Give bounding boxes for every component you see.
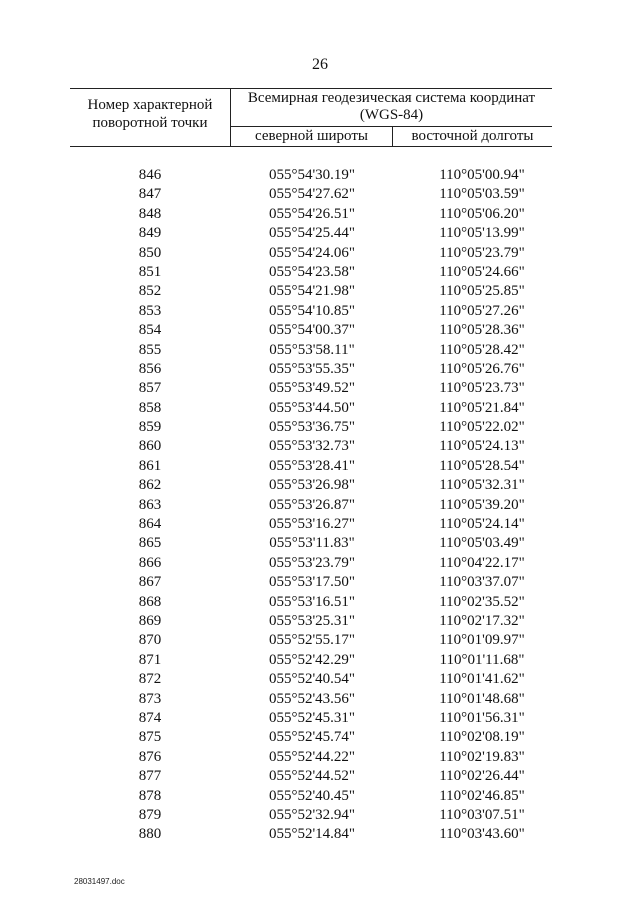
cell-latitude: 055°52'40.45" [268,787,356,804]
cell-latitude: 055°52'40.54" [268,671,356,688]
cell-point-number: 854 [138,322,162,339]
cell-longitude: 110°05'26.76" [439,360,525,377]
cell-latitude: 055°54'24.06" [268,244,356,261]
cell-latitude: 055°52'44.52" [268,768,356,785]
cell-latitude: 055°54'25.44" [268,225,356,242]
cell-point-number: 858 [138,399,162,416]
cell-point-number: 865 [138,535,162,552]
cell-latitude: 055°52'14.84" [268,826,356,843]
cell-latitude: 055°54'00.37" [268,322,356,339]
cell-longitude: 110°01'09.97" [439,632,525,649]
cell-longitude: 110°05'24.13" [439,438,525,455]
cell-latitude: 055°53'36.75" [268,419,356,436]
cell-point-number: 875 [138,729,162,746]
table-row [0,224,640,243]
cell-point-number: 877 [138,768,162,785]
cell-longitude: 110°05'03.59" [439,186,525,203]
table-row [0,651,640,670]
table-row [0,437,640,456]
cell-longitude: 110°01'48.68" [439,690,525,707]
cell-latitude: 055°54'27.62" [268,186,356,203]
cell-latitude: 055°53'16.27" [268,516,356,533]
table-row [0,690,640,709]
table-row [0,302,640,321]
cell-point-number: 868 [138,593,162,610]
table-row [0,282,640,301]
table-row [0,534,640,553]
cell-latitude: 055°53'49.52" [268,380,356,397]
cell-longitude: 110°05'39.20" [439,496,525,513]
table-row [0,418,640,437]
cell-longitude: 110°05'22.02" [439,419,525,436]
cell-point-number: 861 [138,457,162,474]
table-row [0,263,640,282]
table-row [0,670,640,689]
column-header-point-number: Номер характерной поворотной точки [87,97,213,131]
cell-point-number: 864 [138,516,162,533]
cell-latitude: 055°52'45.31" [268,709,356,726]
cell-point-number: 851 [138,263,162,280]
cell-point-number: 860 [138,438,162,455]
cell-point-number: 853 [138,302,162,319]
table-row [0,709,640,728]
cell-longitude: 110°02'19.83" [439,748,525,765]
cell-latitude: 055°52'55.17" [268,632,356,649]
cell-longitude: 110°05'03.49" [439,535,525,552]
header-top-rule [70,88,552,89]
cell-point-number: 859 [138,419,162,436]
cell-longitude: 110°03'07.51" [439,806,525,823]
cell-point-number: 876 [138,748,162,765]
cell-point-number: 871 [138,651,162,668]
cell-latitude: 055°52'32.94" [268,806,356,823]
coordinate-table-body [0,166,640,845]
cell-longitude: 110°02'26.44" [439,768,525,785]
column-header-longitude: восточной долготы [411,128,534,144]
cell-latitude: 055°53'32.73" [268,438,356,455]
cell-latitude: 055°53'55.35" [268,360,356,377]
cell-latitude: 055°52'44.22" [268,748,356,765]
table-row [0,457,640,476]
cell-longitude: 110°02'08.19" [439,729,525,746]
cell-point-number: 852 [138,283,162,300]
cell-latitude: 055°53'28.41" [268,457,356,474]
cell-latitude: 055°53'58.11" [269,341,355,358]
cell-latitude: 055°53'17.50" [268,574,356,591]
cell-point-number: 879 [138,806,162,823]
table-row [0,554,640,573]
cell-point-number: 855 [138,341,162,358]
table-row [0,612,640,631]
cell-point-number: 869 [138,612,162,629]
cell-latitude: 055°53'11.83" [269,535,355,552]
table-row [0,244,640,263]
cell-longitude: 110°05'27.26" [439,302,525,319]
table-row [0,360,640,379]
column-header-latitude: северной широты [255,128,368,144]
cell-longitude: 110°05'24.14" [439,516,525,533]
table-row [0,496,640,515]
cell-latitude: 055°54'30.19" [268,167,356,183]
table-row [0,341,640,360]
cell-latitude: 055°54'10.85" [268,302,356,319]
table-row [0,379,640,398]
cell-longitude: 110°05'00.94" [439,167,525,183]
cell-point-number: 848 [138,205,162,222]
table-row [0,787,640,806]
table-row [0,767,640,786]
cell-point-number: 857 [138,380,162,397]
page-number: 26 [312,56,328,73]
cell-longitude: 110°03'37.07" [439,574,525,591]
cell-point-number: 873 [138,690,162,707]
cell-latitude: 055°54'21.98" [268,283,356,300]
cell-longitude: 110°01'41.62" [439,671,525,688]
cell-longitude: 110°05'28.54" [439,457,525,474]
header-bottom-rule [70,146,552,147]
table-header [70,88,552,147]
cell-longitude: 110°05'23.73" [439,380,525,397]
cell-point-number: 878 [138,787,162,804]
cell-latitude: 055°54'23.58" [268,263,356,280]
table-row [0,399,640,418]
cell-longitude: 110°05'24.66" [439,263,525,280]
cell-latitude: 055°53'26.98" [268,477,356,494]
cell-longitude: 110°05'13.99" [439,225,525,242]
cell-latitude: 055°53'23.79" [268,554,356,571]
cell-point-number: 874 [138,709,162,726]
table-row [0,185,640,204]
cell-latitude: 055°54'26.51" [268,205,356,222]
cell-longitude: 110°05'21.84" [439,399,525,416]
table-row [0,748,640,767]
cell-point-number: 846 [138,167,162,183]
table-row [0,321,640,340]
cell-point-number: 847 [138,186,162,203]
cell-point-number: 866 [138,554,162,571]
cell-longitude: 110°05'06.20" [439,205,525,222]
cell-longitude: 110°05'25.85" [439,283,525,300]
cell-latitude: 055°52'43.56" [268,690,356,707]
cell-longitude: 110°02'35.52" [439,593,525,610]
cell-longitude: 110°01'11.68" [439,651,525,668]
table-row [0,515,640,534]
cell-point-number: 880 [138,826,162,843]
table-row [0,825,640,844]
cell-longitude: 110°05'28.42" [439,341,525,358]
cell-longitude: 110°03'43.60" [439,826,525,843]
cell-longitude: 110°04'22.17" [439,554,525,571]
footer-filename: 28031497.doc [74,877,125,886]
cell-latitude: 055°53'44.50" [268,399,356,416]
cell-latitude: 055°53'25.31" [268,612,356,629]
cell-point-number: 872 [138,671,162,688]
cell-point-number: 867 [138,574,162,591]
cell-longitude: 110°05'28.36" [439,322,525,339]
table-row [0,728,640,747]
table-row [0,476,640,495]
table-row [0,631,640,650]
table-row [0,166,640,185]
table-row [0,573,640,592]
table-row [0,593,640,612]
cell-point-number: 863 [138,496,162,513]
table-row [0,806,640,825]
cell-longitude: 110°01'56.31" [439,709,525,726]
cell-longitude: 110°05'32.31" [439,477,525,494]
cell-point-number: 870 [138,632,162,649]
cell-longitude: 110°05'23.79" [439,244,525,261]
cell-latitude: 055°53'26.87" [268,496,356,513]
cell-point-number: 849 [138,225,162,242]
cell-latitude: 055°52'42.29" [268,651,356,668]
column-header-coordinate-system: Всемирная геодезическая система координат (WGS-84) [247,90,536,123]
cell-point-number: 850 [138,244,162,261]
cell-point-number: 856 [138,360,162,377]
cell-point-number: 862 [138,477,162,494]
cell-longitude: 110°02'46.85" [439,787,525,804]
cell-latitude: 055°53'16.51" [268,593,356,610]
cell-longitude: 110°02'17.32" [439,612,525,629]
table-row [0,205,640,224]
cell-latitude: 055°52'45.74" [268,729,356,746]
